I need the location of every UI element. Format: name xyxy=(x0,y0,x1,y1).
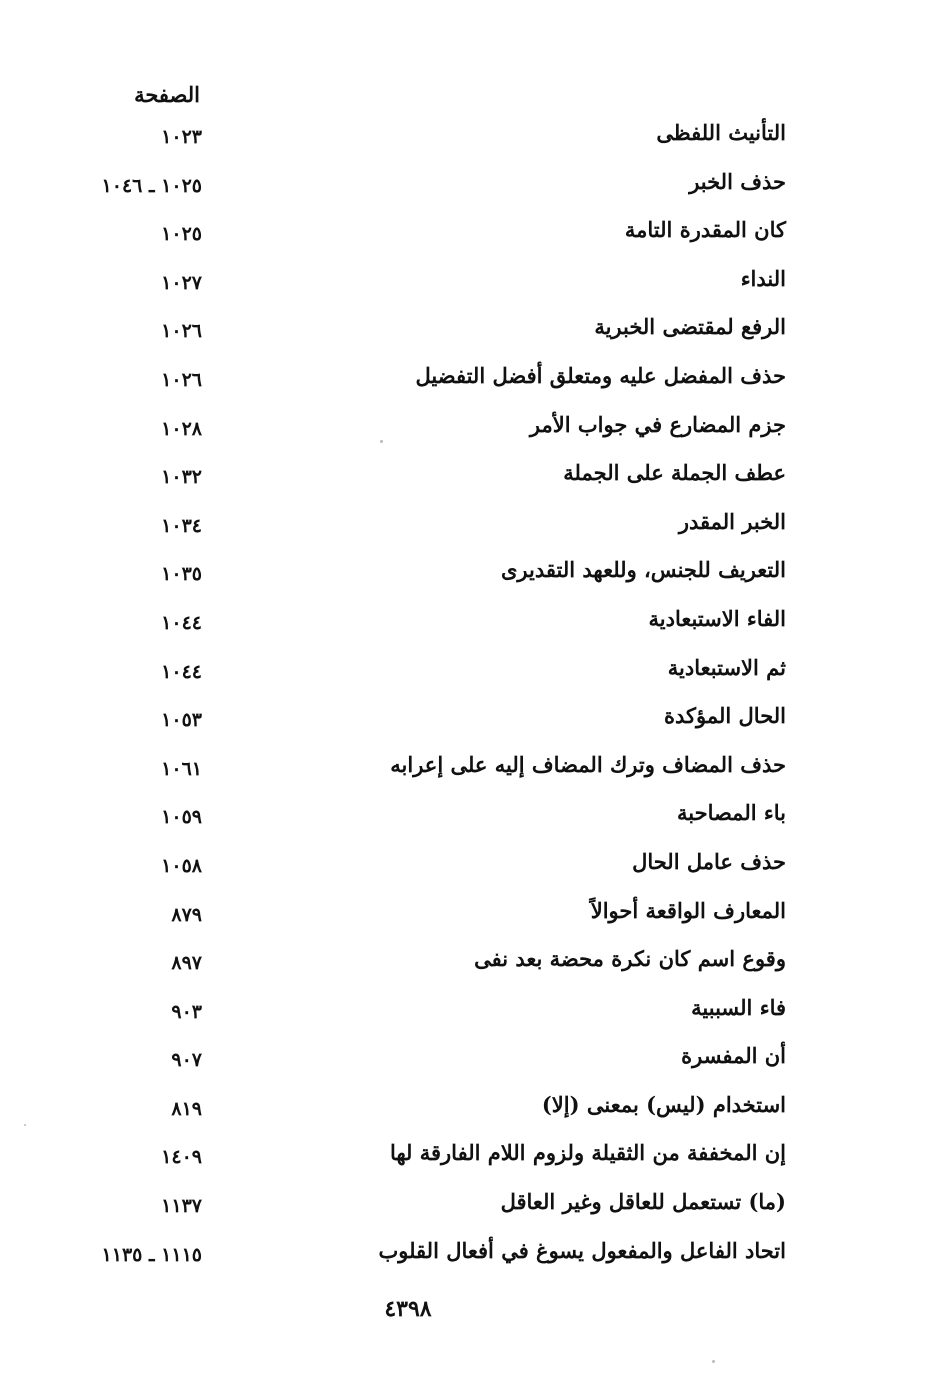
entry-pages: ٩٠٣ xyxy=(171,1000,202,1023)
index-entry xyxy=(0,408,936,457)
index-entry xyxy=(0,1136,936,1185)
entry-pages: ١٠٢٣ xyxy=(161,126,202,148)
index-entry xyxy=(0,359,936,408)
entry-topic: الحال المؤكدة xyxy=(663,703,786,729)
entry-pages: ١١١٥ ـ ١١٣٥ xyxy=(101,1243,202,1266)
entry-topic: فاء السببية xyxy=(691,994,786,1020)
index-entry xyxy=(0,602,936,651)
entry-pages: ١٠٢٦ xyxy=(161,320,202,343)
entry-topic: الفاء الاستبعادية xyxy=(648,605,786,631)
index-entry xyxy=(0,310,936,359)
index-entry xyxy=(0,505,936,554)
index-entry xyxy=(0,748,936,797)
entry-topic: الخبر المقدر xyxy=(678,508,786,534)
entry-pages: ١٠٢٦ xyxy=(161,368,202,391)
index-entry xyxy=(0,894,936,943)
entry-pages: ١٠٥٣ xyxy=(161,709,202,732)
entry-pages: ١٠٣٢ xyxy=(161,466,202,489)
entry-pages: ٨٩٧ xyxy=(171,952,202,975)
index-entry xyxy=(0,651,936,700)
entry-topic: التعريف للجنس، وللعهد التقديرى xyxy=(500,557,786,583)
index-entry xyxy=(0,262,936,311)
index-entry xyxy=(0,116,936,165)
entry-topic: ثم الاستبعادية xyxy=(667,654,786,680)
entry-topic: باء المصاحبة xyxy=(677,800,786,826)
entry-topic: أن المفسرة xyxy=(681,1043,786,1069)
entry-topic: (ما) تستعمل للعاقل وغير العاقل xyxy=(500,1189,786,1215)
entry-pages: ١٠٤٤ xyxy=(161,660,202,683)
entry-topic: التأنيث اللفظى xyxy=(656,120,786,145)
entry-topic: حذف المفضل عليه ومتعلق أفضل التفضيل xyxy=(415,362,786,388)
index-entry xyxy=(0,796,936,845)
scan-speck xyxy=(24,1124,26,1126)
index-entry xyxy=(0,942,936,991)
entry-pages: ١٠٢٥ xyxy=(161,223,202,246)
entry-topic: جزم المضارع في جواب الأمر xyxy=(529,411,786,437)
entry-pages: ١٠٢٥ ـ ١٠٤٦ xyxy=(101,174,202,197)
entry-topic: وقوع اسم كان نكرة محضة بعد نفى xyxy=(474,946,786,972)
entry-pages: ١١٣٧ xyxy=(161,1195,202,1218)
index-entry xyxy=(0,165,936,214)
entry-topic: إن المخففة من الثقيلة ولزوم اللام الفارقة لها xyxy=(389,1140,786,1166)
index-entry xyxy=(0,991,936,1040)
page-column-header: الصفحة xyxy=(134,82,200,107)
scan-speck xyxy=(712,1360,715,1363)
scan-speck xyxy=(380,440,383,443)
entry-topic: حذف عامل الحال xyxy=(632,848,786,874)
entry-topic: الرفع لمقتضى الخبرية xyxy=(594,314,786,340)
entry-topic: حذف المضاف وترك المضاف إليه على إعرابه xyxy=(390,751,786,777)
entry-pages: ١٠٢٨ xyxy=(161,417,202,440)
index-list xyxy=(0,116,936,1282)
index-entry xyxy=(0,213,936,262)
index-entry xyxy=(0,456,936,505)
entry-pages: ٩٠٧ xyxy=(171,1049,202,1072)
index-entry xyxy=(0,553,936,602)
entry-topic: حذف الخبر xyxy=(689,168,786,194)
entry-topic: استخدام (ليس) بمعنى (إلا) xyxy=(541,1091,786,1117)
entry-pages: ١٠٢٧ xyxy=(161,271,202,294)
index-entry xyxy=(0,845,936,894)
index-entry xyxy=(0,1039,936,1088)
entry-pages: ١٠٥٨ xyxy=(161,854,202,877)
index-entry xyxy=(0,1185,936,1234)
entry-pages: ١٠٣٥ xyxy=(161,563,202,586)
entry-topic: المعارف الواقعة أحوالاً xyxy=(590,897,786,923)
entry-pages: ٨١٩ xyxy=(171,1097,202,1120)
index-entry xyxy=(0,1088,936,1137)
entry-topic: اتحاد الفاعل والمفعول يسوغ في أفعال القلوب xyxy=(378,1237,786,1263)
entry-topic: عطف الجملة على الجملة xyxy=(563,460,786,486)
entry-pages: ١٠٣٤ xyxy=(161,514,202,537)
entry-pages: ١٠٦١ xyxy=(161,757,202,780)
entry-pages: ١٠٥٩ xyxy=(161,806,202,829)
entry-pages: ١٠٤٤ xyxy=(161,611,202,634)
index-entry xyxy=(0,1234,936,1283)
entry-pages: ١٤٠٩ xyxy=(161,1146,202,1169)
entry-topic: النداء xyxy=(740,265,786,291)
page-number: ٤٣٩٨ xyxy=(384,1296,432,1322)
entry-topic: كان المقدرة التامة xyxy=(624,217,786,243)
index-entry xyxy=(0,699,936,748)
entry-pages: ٨٧٩ xyxy=(171,903,202,926)
